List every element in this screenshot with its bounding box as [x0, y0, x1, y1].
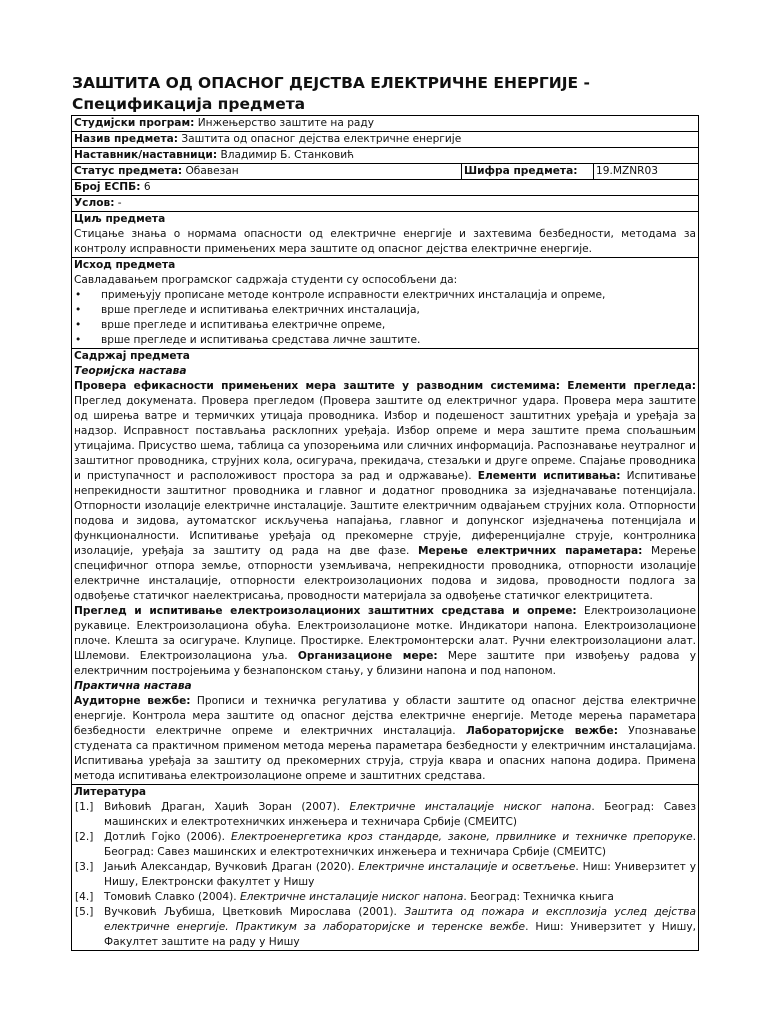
outcome-item: • врше прегледе и испитивања електричне опреме, — [74, 318, 696, 333]
study-program-label: Студијски програм: — [74, 117, 195, 129]
outcome-list — [74, 288, 696, 348]
theory-part-bold: Елементи испитивања: — [477, 470, 621, 482]
reference-title: Електричне инсталације ниског напона — [239, 891, 464, 903]
outcome-item: • примењују прописане методе контроле исправности електричних инсталација и опреме, — [74, 288, 696, 303]
literature-item — [74, 830, 696, 860]
literature-heading: Литература — [74, 786, 147, 798]
teacher-value: Владимир Б. Станковић — [217, 149, 355, 161]
reference-authors: Томовић Славко (2004). — [104, 891, 240, 903]
practice-part-bold: Лабораторијске вежбе: — [465, 725, 618, 737]
status-value: Обавезан — [182, 165, 239, 177]
teacher-label: Наставник/наставници: — [74, 149, 218, 161]
row-study-program — [72, 116, 699, 132]
study-program-value: Инжењерство заштите на раду — [194, 117, 375, 129]
practice-paragraph — [74, 694, 696, 784]
theory-part-text: Мере заштите при извођењу радова у електричним постројењима у безнапонском стању, у близини напона и под напоном. — [74, 650, 696, 677]
reference-publisher: . Београд: Техничка књига — [463, 891, 614, 903]
reference-number: [4.] — [75, 891, 94, 903]
literature-item — [74, 890, 696, 905]
row-status — [72, 164, 699, 180]
row-literature — [72, 785, 699, 951]
row-course-goal — [72, 212, 699, 258]
reference-number: [2.] — [75, 831, 94, 843]
reference-publisher: . Ниш: Универзитет у Нишу, Факултет заштите на раду у Нишу — [104, 921, 696, 948]
theory-part-bold: Провера ефикасности примењених мера заштите у разводним системима: Елементи прегледа: — [74, 380, 696, 392]
reference-publisher: . Београд: Савез машинских и електротехничких инжењера и техничара Србије (СМЕИТС) — [104, 831, 697, 858]
theory-paragraph — [74, 379, 696, 604]
row-course-content — [72, 349, 699, 785]
theory-part-text: Испитивање непрекидности заштитног проводника и главног и додатног проводника за изједначавање потенцијала. Отпорности изолације електричне инсталације. Заштите електричним одвајањем струјних кола. Отпорности подова и зидова, аутоматског искључења напајања, главног и допунског изједначења потенцијала и функционалности. Испитивање уређаја од прекомерне струје, диференцијалне струје, контролника изолације, уређаја за заштиту од рада на две фазе. — [74, 470, 696, 557]
course-code-value: 19.MZNR03 — [596, 165, 659, 177]
outcome-item: • врше прегледе и испитивања електричних инсталација, — [74, 303, 696, 318]
practice-heading: Практична настава — [74, 680, 192, 692]
course-code-label: Шифра предмета: — [464, 165, 578, 177]
theory-part-bold: Преглед и испитивање електроизолационих заштитних средстава и опреме: — [74, 605, 577, 617]
theory-part-bold: Мерење електричних параметара: — [418, 545, 643, 557]
literature-list — [74, 800, 696, 950]
reference-title: Електричне инсталације и осветљење — [358, 861, 576, 873]
theory-part-text: Електроизолационе рукавице. Електроизолациона обућа. Електроизолационе мотке. Индикатори напона. Електроизолационе плоче. Клешта за осигураче. Клупице. Простирке. Електромонтерски алат. Ручни електроизолациони алат. Шлемови. Електроизолациона уља. — [74, 605, 696, 662]
espb-label: Број ЕСПБ: — [74, 181, 141, 193]
course-outcome-intro: Савладавањем програмског садржаја студенти су оспособљени да: — [74, 274, 458, 286]
practice-part-text: Упознавање студената са практичном применом метода мерења параметара безбедности у електричним инсталацијама. Испитивања уређаја за заштиту од прекомерних струја, струја квара и опасних напона додира. Примена метода испитивања електроизолационе опреме и заштитних средстава. — [74, 725, 696, 782]
course-goal-text: Стицање знања о нормама опасности од електричне енергије и захтевима безбедности, методама за контролу исправности примењених мера заштите од опасног дејства електричне енергије. — [74, 228, 696, 255]
theory-paragraph — [74, 604, 696, 679]
reference-title: Електричне инсталације ниског напона — [349, 801, 592, 813]
literature-item — [74, 860, 696, 890]
reference-number: [1.] — [75, 801, 94, 813]
course-name-label: Назив предмета: — [74, 133, 178, 145]
reference-authors: Јањић Александар, Вучковић Драган (2020). — [104, 861, 359, 873]
course-content-heading: Садржај предмета — [74, 350, 190, 362]
document-title: ЗАШТИТА ОД ОПАСНОГ ДЕЈСТВА ЕЛЕКТРИЧНЕ ЕНЕРГИЈЕ - Спецификација предмета — [72, 74, 590, 113]
course-outcome-heading: Исход предмета — [74, 259, 176, 271]
practice-part-text: Прописи и техничка регулатива у области заштите од опасног дејства електричне енергије. Контрола мера заштите од опасног дејства електричне енергије. Методе мерења параметара безбедности електричне опреме и електричних инсталација. — [74, 695, 697, 737]
reference-title: Електроенергетика кроз стандарде, законе, првилнике и техничке препоруке — [231, 831, 693, 843]
reference-title: Заштита од пожара и експлозија услед дејства електричне енергије. Практикум за лабораторијске и теренске вежбе — [104, 906, 696, 933]
theory-part-text: Преглед докумената. Провера прегледом (Провера заштите од електричног удара. Провера мера заштите од ширења ватре и термичких утицаја проводника. Избор и подешеност заштитних уређаја и уређаја за надзор. Исправност постављања расклопних уређаја. Избор опреме и мера заштите према спољашњим утицајима. Присуство шема, таблица са упозорењима или сличних информација. Распознавање неутралног и заштитног проводника, струјних кола, осигурача, прекидача, стезаљки и друге опреме. Спајање проводника и приступачност и расположивост простора за рад и одржавање). — [74, 395, 696, 482]
theory-part-text: Мерење специфичног отпора земље, отпорности уземљивача, непрекидности проводника, отпорности изолације електричне инсталације, отпорности електроизолационих подова и зидова, проводности подлога за одвођење статичког наелектрисања, проводности материјала за одвођење статичког електрицитета. — [74, 545, 696, 602]
row-espb — [72, 180, 699, 196]
row-condition — [72, 196, 699, 212]
reference-authors: Вучковић Љубиша, Цветковић Мирослава (2001). — [104, 906, 405, 918]
specification-table — [71, 115, 699, 951]
reference-publisher: . Ниш: Универзитет у Нишу, Електронски факултет у Нишу — [104, 861, 697, 888]
reference-authors: Вићовић Драган, Хаџић Зоран (2007). — [104, 801, 350, 813]
course-name-value: Заштита од опасног дејства електричне енергије — [178, 133, 462, 145]
practice-part-bold: Аудиторне вежбе: — [74, 695, 191, 707]
reference-number: [3.] — [75, 861, 94, 873]
row-teacher — [72, 148, 699, 164]
reference-number: [5.] — [75, 906, 94, 918]
condition-label: Услов: — [74, 197, 115, 209]
reference-authors: Дотлић Гојко (2006). — [104, 831, 231, 843]
theory-part-bold: Организационе мере: — [297, 650, 438, 662]
status-label: Статус предмета: — [74, 165, 183, 177]
literature-item — [74, 800, 696, 830]
outcome-item: • врше прегледе и испитивања средстава личне заштите. — [74, 333, 696, 348]
theory-heading: Теоријска настава — [74, 365, 187, 377]
course-goal-heading: Циљ предмета — [74, 213, 166, 225]
row-course-outcome — [72, 258, 699, 349]
espb-value: 6 — [140, 181, 151, 193]
row-course-name — [72, 132, 699, 148]
reference-publisher: . Београд: Савез машинских и електротехничких инжењера и техничара Србије (СМЕИТС) — [104, 801, 697, 828]
literature-item — [74, 905, 696, 950]
condition-value: - — [114, 197, 122, 209]
